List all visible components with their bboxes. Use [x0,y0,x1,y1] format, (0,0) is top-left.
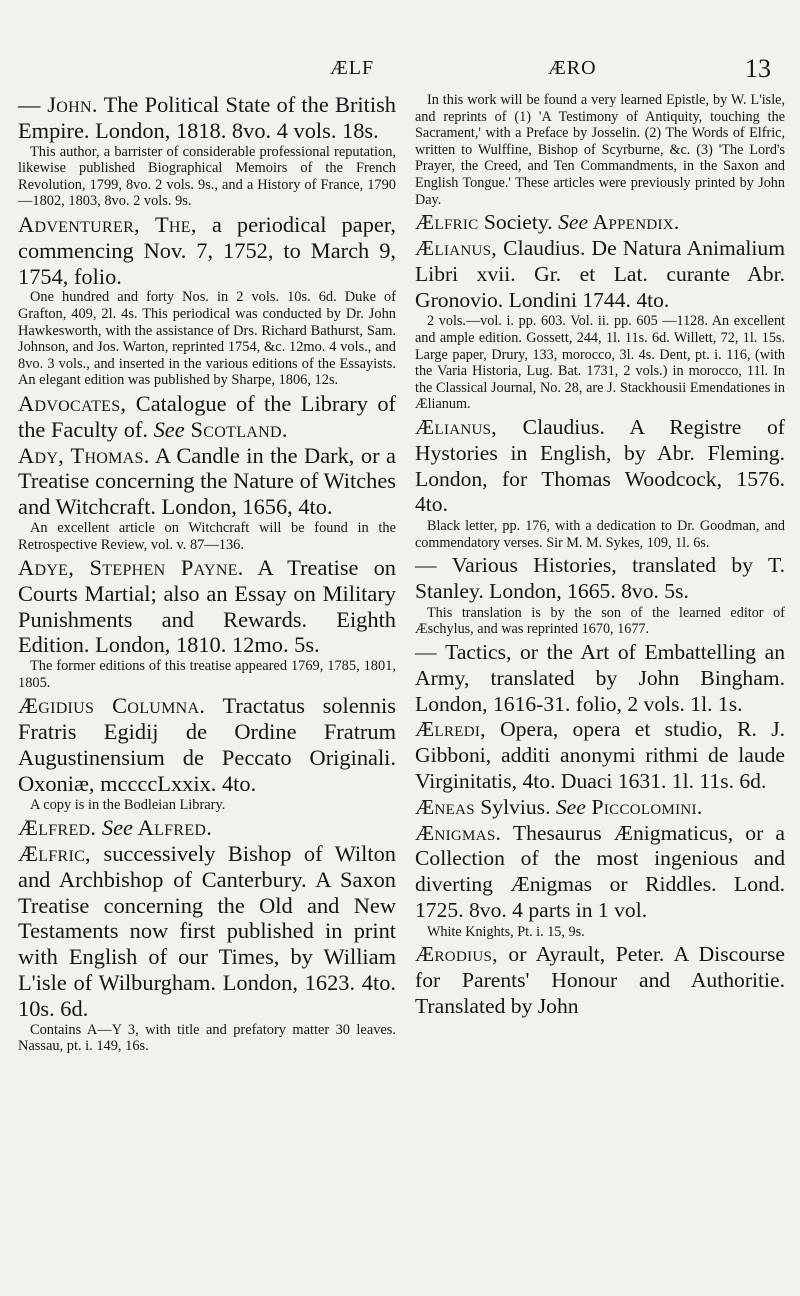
entry-headword: — John. [18,92,98,117]
entry-headword: Ælredi, [415,717,486,742]
entry-title [18,841,396,1022]
entry-note: White Knights, Pt. i. 15, 9s. [427,923,585,940]
catalogue-entry [415,210,785,236]
entry-headword: Ælfric, [18,841,91,867]
entry-title [415,795,785,821]
entry-text: Society. [478,210,559,235]
catalogue-entry [415,92,785,208]
see-reference: See [101,815,133,841]
entry-note: This translation is by the son of the learned editor of Æschylus, and was reprinted 1670, 1677. [415,604,785,638]
entry-text: Various Histories, translated by T. Stanley. London, 1665. 8vo. 5s. [415,553,785,604]
entry-title [18,92,396,144]
entry-note: 2 vols.—vol. i. pp. 603. Vol. ii. pp. 605 —1128. An excellent and ample edition. Gossett, 244, 1l. 11s. 6d. Willett, 72, 1l. 15s. Large paper, Drury, 133, morocco, 3l. 4s. Dent, pt. i. 116, (with the Varia Historia, Lug. Bat. 1731, 2 vols.) in morocco, 11l. In the Classical Journal, No. 28, are J. Stackhousii Emendationes in Ælianum. [415,313,785,413]
right-running-head: ÆRO [548,57,597,79]
catalogue-entry [18,555,396,691]
catalogue-entry [415,821,785,941]
entry-text: A Treatise on Courts Martial; also an Essay on Military Punishments and Rewards. Eighth Edition. London, 1810. 12mo. 5s. [18,555,396,658]
entry-text: Tactics, or the Art of Embattelling an Army, translated by John Bingham. London, 1616-31. folio, 2 vols. 1l. 1s. [415,640,785,716]
right-column [415,92,785,1020]
catalogue-entry [415,717,785,794]
catalogue-entry [415,795,785,821]
catalogue-entry [18,693,396,813]
entry-headword: Ady, Thomas. [18,442,150,468]
entry-title [18,693,396,796]
entry-text: Claudius. A Registre of Hystories in English, by Abr. Fleming. London, for Thomas Woodcock, 1576. 4to. [415,414,785,517]
entry-headword: Ælianus, [415,235,497,260]
entry-headword: Ænigmas. [415,820,502,845]
entry-title [18,391,396,443]
cross-reference: Piccolomini. [585,794,703,819]
left-running-head: ÆLF [330,57,375,79]
catalogue-entry [18,815,396,841]
entry-headword: Adye, Stephen Payne. [18,555,244,581]
entry-headword: Ælfred. [18,815,97,841]
entry-headword: Ælfric [415,210,479,235]
entry-title [415,640,785,717]
catalogue-entry [415,942,785,1019]
entry-title [415,236,785,313]
entry-headword: Ælianus, [415,414,497,439]
entry-headword: Æneas [415,794,475,819]
catalogue-entry [415,553,785,638]
entry-note: A copy is in the Bodleian Library. [30,796,226,813]
entry-text: Tractatus solennis Fratris Egidij de Ordine Fratrum Augustinensium de Peccato Originali. Oxoniæ, mccccLxxix. 4to. [18,693,396,796]
entry-title [18,555,396,658]
entry-text: a periodical paper, commencing Nov. 7, 1752, to March 9, 1754, folio. [18,211,396,289]
entry-title [18,212,396,289]
entry-text: The Political State of the British Empire. London, 1818. 8vo. 4 vols. 18s. [18,92,396,143]
catalogue-entry [415,236,785,413]
entry-note: This author, a barrister of considerable professional reputation, likewise published Biographical Memoirs of the French Revolution, 1799, 8vo. 2 vols. 9s., and a History of France, 1790—1802, 1803, 8vo. 2 vols. 9s. [18,143,396,210]
entry-text: A Candle in the Dark, or a Treatise concerning the Nature of Witches and Witchcraft. London, 1656, 4to. [18,442,396,520]
entry-note: An excellent article on Witchcraft will be found in the Retrospective Review, vol. v. 87—136. [18,519,396,553]
entry-note: Black letter, pp. 176, with a dedication to Dr. Goodman, and commendatory verses. Sir M. M. Sykes, 109, 1l. 6s. [415,518,785,551]
entry-text: Sylvius. [474,794,556,819]
entry-title [415,553,785,605]
entry-text: successively Bishop of Wilton and Archbishop of Canterbury. A Saxon Treatise concerning the Old and New Testaments now first published in print with English of our Times, by William L'isle of Wilburgham. London, 1623. 4to. 10s. 6d. [18,841,396,1021]
entry-headword: — [415,553,437,578]
see-reference: See [558,210,589,235]
cross-reference: Appendix. [588,210,680,235]
entry-text: Catalogue of the Library of the Faculty of. [18,390,396,442]
see-reference: See [555,794,586,819]
catalogue-entry [18,391,396,443]
entry-title [415,942,785,1019]
page-number: 13 [745,54,771,83]
entry-title [415,415,785,518]
entry-text: or Ayrault, Peter. A Discourse for Parents' Honour and Authoritie. Translated by John [415,942,785,1019]
entry-title [415,821,785,924]
entry-note: In this work will be found a very learned Epistle, by W. L'isle, and reprints of (1) 'A Testimony of Antiquity, touching the Sacrament,' with a Preface by Josselin. (2) The Words of Elfric, written to Wulffine, Bishop of Scyrburne, &c. (3) 'The Lord's Prayer, the Creed, and Ten Commandments, in the Saxon and English Tongue.' These articles were previously printed by John Day. [415,92,785,208]
running-header [0,0,800,83]
entry-text: Claudius. De Natura Animalium Libri xvii. Gr. et Lat. curante Abr. Gronovio. Londini 1744. 4to. [415,235,785,312]
entry-headword: Ægidius Columna. [18,693,206,719]
left-column [18,92,396,1057]
entry-headword: Advocates, [18,390,127,416]
entry-headword: Adventurer, The, [18,211,197,237]
catalogue-entry [18,212,396,389]
entry-title [18,815,396,841]
entry-text: Opera, opera et studio, R. J. Gibboni, additi anonymi rithmi de laude Virginitatis, 4to. Duaci 1631. 1l. 11s. 6d. [415,717,785,794]
catalogue-entry [415,415,785,551]
entry-headword: Ærodius, [415,942,498,967]
entry-note: One hundred and forty Nos. in 2 vols. 10s. 6d. Duke of Grafton, 409, 2l. 4s. This periodical was conducted by Dr. John Hawkesworth, with the assistance of Drs. Richard Bathurst, Sam. Johnson, and Jos. Warton, reprinted 1754, &c. 12mo. 4 vols., and 8vo. 3 vols., and inserted in the various editions of the Essayists. An elegant edition was published by Sharpe, 1806, 12s. [18,289,396,389]
entry-note: The former editions of this treatise appeared 1769, 1785, 1801, 1805. [18,658,396,691]
catalogue-entry [18,92,396,210]
cross-reference: Alfred. [132,815,213,841]
entry-note: Contains A—Y 3, with title and prefatory matter 30 leaves. Nassau, pt. i. 149, 16s. [18,1021,396,1055]
see-reference: See [153,416,185,442]
entry-title [415,210,785,236]
catalogue-entry [18,841,396,1055]
entry-headword: — [415,640,437,665]
catalogue-entry [415,640,785,717]
catalogue-entry [18,443,396,554]
entry-title [415,717,785,794]
entry-text: Thesaurus Ænigmaticus, or a Collection of the most ingenious and diverting Ænigmas or Riddles. Lond. 1725. 8vo. 4 parts in 1 vol. [415,820,785,923]
cross-reference: Scotland. [184,416,288,442]
entry-title [18,443,396,520]
